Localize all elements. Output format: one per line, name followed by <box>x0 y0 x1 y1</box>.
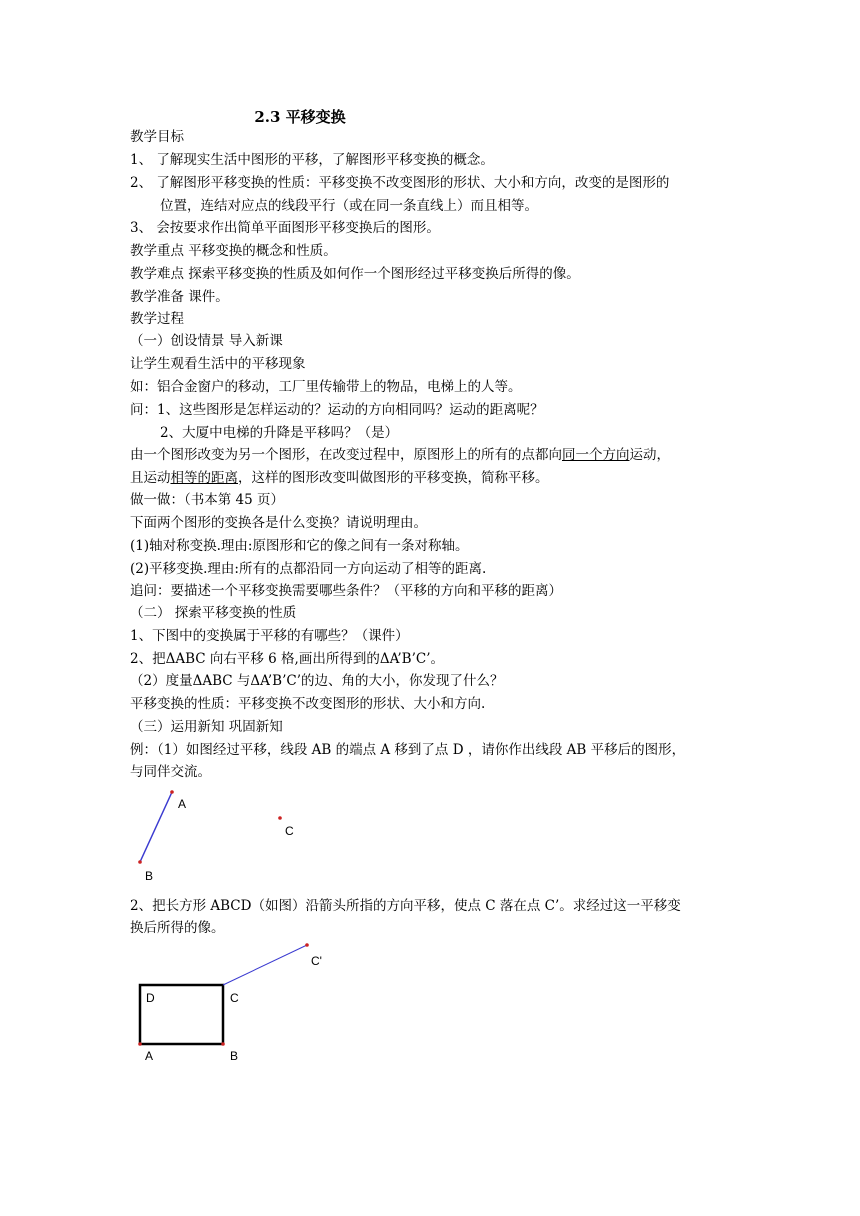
segment-ab <box>140 792 172 862</box>
section-heading-process: 教学过程 <box>130 311 184 327</box>
answer-2: (2)平移变换.理由:所有的点都沿同一方向运动了相等的距离. <box>130 561 487 577</box>
label-b2: B <box>230 1049 239 1063</box>
example-1-continued: 与同伴交流。 <box>130 764 211 780</box>
subsection-heading-3: （三）运用新知 巩固新知 <box>130 719 283 735</box>
example-2: 2、把长方形 ABCD（如图）沿箭头所指的方向平移，使点 C 落在点 C’。求经过这一平移变 <box>130 898 681 914</box>
goal-item-1: 1、 了解现实生活中图形的平移，了解图形平移变换的概念。 <box>130 152 494 168</box>
label-b: B <box>145 869 154 883</box>
subsection-heading-2: （二） 探索平移变换的性质 <box>130 605 297 621</box>
label-a2: A <box>145 1049 154 1063</box>
point-b2 <box>221 1042 225 1046</box>
exercise-1: 1、下图中的变换属于平移的有哪些？（课件） <box>130 628 409 644</box>
paragraph: 让学生观看生活中的平移现象 <box>130 356 306 372</box>
paragraph: 下面两个图形的变换各是什么变换？请说明理由。 <box>130 515 427 531</box>
property-statement: 平移变换的性质：平移变换不改变图形的形状、大小和方向. <box>130 696 486 712</box>
preparation: 教学准备 课件。 <box>130 289 229 305</box>
underlined-term: 同一个方向 <box>562 447 630 463</box>
goal-item-2-continued: 位置，连结对应点的线段平行（或在同一条直线上）而且相等。 <box>160 198 538 214</box>
activity-heading: 做一做：（书本第 45 页） <box>130 492 285 508</box>
label-c-prime: C' <box>311 954 322 968</box>
exercise-2: 2、把ΔABC 向右平移 6 格,画出所得到的ΔA’B’C’。 <box>130 651 444 667</box>
exercise-2-sub: （2）度量ΔABC 与ΔA’B’C’的边、角的大小，你发现了什么？ <box>130 673 504 689</box>
underlined-term: 相等的距离 <box>170 470 238 486</box>
subsection-heading-1: （一）创设情景 导入新课 <box>130 333 283 349</box>
goal-item-2: 2、 了解图形平移变换的性质：平移变换不改变图形的形状、大小和方向，改变的是图形的 <box>130 175 670 191</box>
question-1: 问：1、这些图形是怎样运动的？运动的方向相同吗？运动的距离呢？ <box>130 402 544 418</box>
label-d: D <box>146 991 155 1005</box>
question-2: 2、大厦中电梯的升降是平移吗？（是） <box>160 425 399 441</box>
text-span: ，这样的图形改变叫做图形的平移变换，简称平移。 <box>238 470 549 486</box>
text-span: 由一个图形改变为另一个图形，在改变过程中，原图形上的所有的点都向 <box>130 447 562 463</box>
label-c2: C <box>230 991 239 1005</box>
text-span: 运动， <box>629 447 670 463</box>
paragraph: 如：铝合金窗户的移动，工厂里传输带上的物品，电梯上的人等。 <box>130 379 522 395</box>
point-b <box>138 860 142 864</box>
answer-1: (1)轴对称变换.理由:原图形和它的像之间有一条对称轴。 <box>130 538 469 554</box>
example-2-continued: 换后所得的像。 <box>130 920 225 936</box>
difficult-points: 教学难点 探索平移变换的性质及如何作一个图形经过平移变换后所得的像。 <box>130 266 580 282</box>
point-c-prime <box>305 943 309 947</box>
point-a2 <box>138 1042 142 1046</box>
section-heading-goals: 教学目标 <box>130 129 184 145</box>
page-title: 2.3 平移变换 <box>254 108 346 126</box>
key-points: 教学重点 平移变换的概念和性质。 <box>130 243 337 259</box>
goal-item-3: 3、 会按要求作出简单平面图形平移变换后的图形。 <box>130 220 440 236</box>
translation-line <box>223 945 307 985</box>
label-a: A <box>178 797 187 811</box>
point-c <box>278 816 282 820</box>
point-a <box>170 790 174 794</box>
example-1: 例：（1）如图经过平移，线段 AB 的端点 A 移到了点 D ，请你作出线段 AB 平移后的图形， <box>130 742 686 758</box>
follow-up-question: 追问：要描述一个平移变换需要哪些条件？（平移的方向和平移的距离） <box>130 583 562 599</box>
text-span: 且运动 <box>130 470 171 486</box>
label-c: C <box>285 824 294 838</box>
